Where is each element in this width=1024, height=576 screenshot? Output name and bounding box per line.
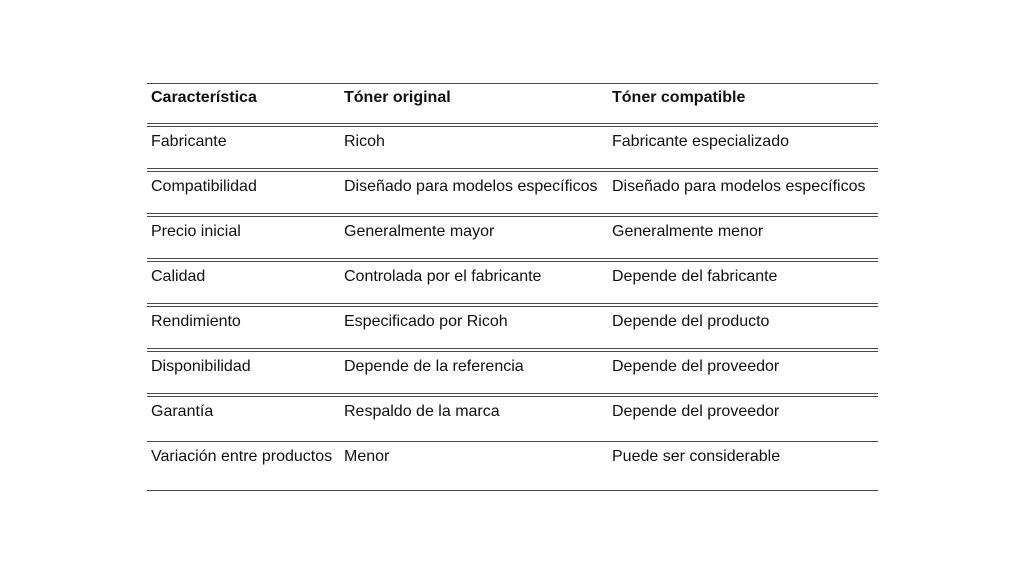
cell-compatible: Puede ser considerable — [612, 448, 781, 465]
table-row — [147, 442, 878, 491]
table-row — [147, 172, 878, 217]
cell-original: Depende de la referencia — [344, 358, 524, 375]
table-row — [147, 307, 878, 352]
header-caracteristica: Característica — [151, 89, 257, 106]
cell-compatible: Diseñado para modelos específicos — [612, 178, 866, 195]
cell-original: Generalmente mayor — [344, 223, 495, 240]
cell-compatible: Fabricante especializado — [612, 133, 789, 150]
cell-feature: Precio inicial — [151, 223, 241, 240]
cell-compatible: Depende del proveedor — [612, 358, 780, 375]
table-row — [147, 397, 878, 442]
cell-feature: Fabricante — [151, 133, 227, 150]
header-toner-compatible: Tóner compatible — [612, 89, 746, 106]
cell-compatible: Generalmente menor — [612, 223, 764, 240]
cell-feature: Disponibilidad — [151, 358, 251, 375]
cell-compatible: Depende del proveedor — [612, 403, 780, 420]
cell-feature: Garantía — [151, 403, 214, 420]
cell-original: Menor — [344, 448, 390, 465]
cell-compatible: Depende del producto — [612, 313, 770, 330]
table-row — [147, 262, 878, 307]
header-toner-original: Tóner original — [344, 89, 451, 106]
cell-original: Controlada por el fabricante — [344, 268, 542, 285]
cell-original: Diseñado para modelos específicos — [344, 178, 598, 195]
cell-original: Especificado por Ricoh — [344, 313, 508, 330]
comparison-table — [147, 83, 878, 491]
cell-feature: Calidad — [151, 268, 206, 285]
cell-feature: Variación entre productos — [151, 448, 333, 465]
table-row — [147, 217, 878, 262]
cell-feature: Compatibilidad — [151, 178, 257, 195]
table-row — [147, 352, 878, 397]
table-row — [147, 127, 878, 172]
cell-compatible: Depende del fabricante — [612, 268, 778, 285]
cell-original: Ricoh — [344, 133, 385, 150]
cell-original: Respaldo de la marca — [344, 403, 500, 420]
table-header-row — [147, 83, 878, 127]
cell-feature: Rendimiento — [151, 313, 241, 330]
